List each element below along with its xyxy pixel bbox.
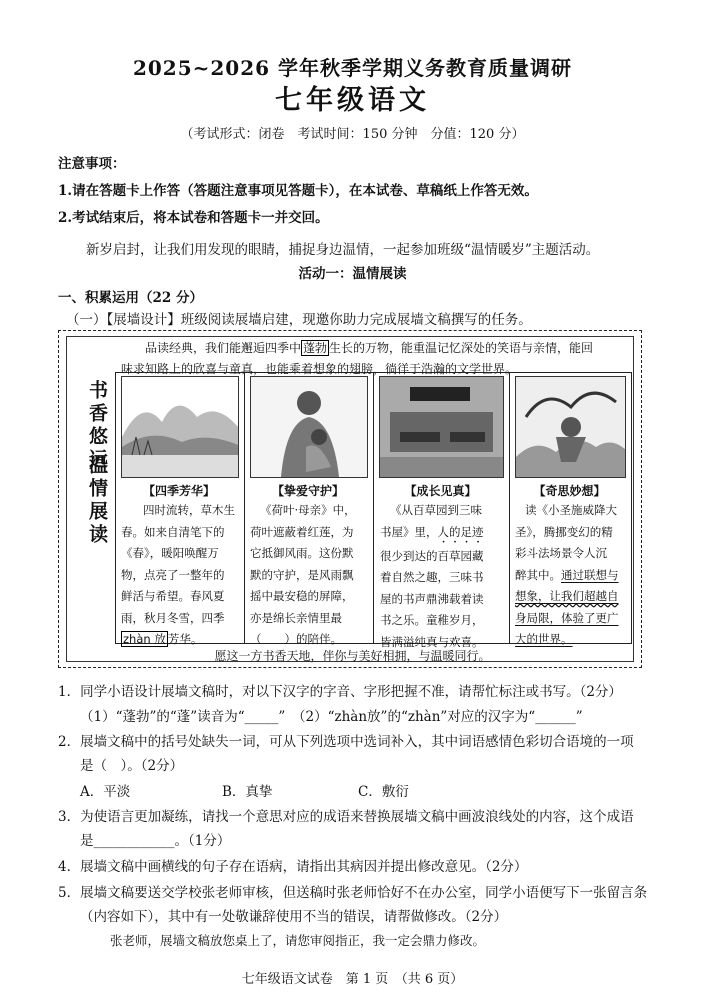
col4-text [515, 500, 630, 651]
col4-line: 彩斗法场景令人沉 [515, 546, 607, 560]
option-a: A．平淡 [80, 784, 131, 800]
col1-line: 《春》，暖阳唤醒万 [121, 546, 219, 560]
question-3-cont: 是____________。（1分） [80, 833, 231, 849]
col2-title: 【挚爱守护】 [271, 484, 344, 498]
col3-dotted-phrase: 人的足迹 [437, 524, 484, 539]
col2-line: 《荷叶·母亲》中， [260, 503, 356, 517]
question-1: 1．同学小语设计展墙文稿时，对以下汉字的字音、字形把握不准，请帮忙标注或书写。（2分） [58, 684, 622, 700]
col4-line: 圣》，腾挪变幻的精 [515, 524, 613, 539]
col1-line: 四时流转，草木生 [143, 503, 235, 517]
monkey-king-image [515, 376, 626, 478]
exam-info: （考试形式：闭卷 考试时间：150 分钟 分值：120 分） [180, 127, 525, 142]
col3-line: 很少到达的百草园藏 [380, 548, 484, 563]
question-1-sub: （1）“蓬勃”的“蓬”读音为“_____” （2）“zhàn放”的“zhàn”对应的汉字为“______” [80, 709, 583, 725]
col2-line: 默的守护，是风雨飘 [250, 567, 354, 582]
col3-line: 着自然之趣，三味书 [380, 570, 484, 584]
col4-line [515, 565, 630, 587]
col4-line-start: 醉其中。 [515, 567, 561, 582]
activity-title: 活动一：温情展读 [298, 266, 407, 282]
task-line: （一）【展墙设计】班级阅读展墙启建，现邀你助力完成展墙文稿撰写的任务。 [66, 312, 532, 328]
question-2-cont: 是（ ）。（2分） [80, 758, 184, 774]
notice-heading: 注意事项： [58, 156, 126, 172]
col4-title: 【奇思妙想】 [533, 484, 606, 498]
col2-line: 它抵御风雨。这份默 [250, 546, 354, 560]
col1-line: 鲜活与希望。春风夏 [121, 589, 225, 603]
subject-title: 七年级语文 [275, 85, 430, 116]
wall-intro-post: 生长的万物，能重温记忆深处的笑语与亲情，能回 [329, 341, 594, 355]
study-room-image [379, 376, 504, 478]
col3-text [380, 500, 508, 653]
col3-line: 屋的书声鼎沸载着读 [380, 591, 484, 606]
col3-line-start: 书屋》里， [380, 524, 438, 539]
wall-intro-line-2: 味求知路上的欣喜与童真，也能乘着想象的翅膀，徜徉于浩瀚的文学世界。 [121, 362, 518, 376]
option-c: C．敷衍 [358, 784, 409, 800]
col1-line: 雨，秋月冬雪，四季 [121, 610, 225, 625]
col3-line: 皆满溢纯真与欢喜。 [380, 634, 484, 649]
col3-line: 《从百草园到三味 [390, 503, 482, 517]
wall-intro-line-1 [145, 338, 593, 360]
col2-text [250, 500, 370, 651]
col3-line [380, 522, 508, 546]
col1-line-end: 芳华。 [167, 632, 203, 646]
wall-intro-boxed-word: 蓬勃 [303, 341, 328, 355]
col4-line: 身局限，体验了更广 [515, 610, 619, 625]
col4-wavy-phrase: 想象，让我们超越自 [515, 589, 619, 603]
question-5-cont: （内容如下），其中有一处敬谦辞使用不当的错误，请帮做修改。（2分） [80, 909, 508, 925]
col1-line: 物，点亮了一整年的 [121, 567, 225, 582]
side-title-top: 书香悠远 [86, 380, 108, 472]
col2-line: 摇中最安稳的屏障， [250, 589, 354, 603]
exam-header-title: 2025~2026 学年秋季学期义务教育质量调研 [132, 56, 573, 80]
col3-title: 【成长见真】 [404, 484, 477, 498]
wall-footer: 愿这一方书香天地，伴你与美好相拥，与温暖同行。 [214, 649, 491, 663]
col4-line: 读《小圣施威降大 [525, 503, 617, 517]
page-footer: 七年级语文试卷 第 1 页 （共 6 页） [241, 972, 464, 987]
message-note: 张老师，展墙文稿放您桌上了，请您审阅指正，我一定会鼎力修改。 [110, 933, 486, 948]
notice-item-2: 2.考试结束后，将本试卷和答题卡一并交回。 [58, 210, 329, 226]
question-2: 2．展墙文稿中的括号处缺失一词，可从下列选项中选词补入，其中词语感情色彩切合语境的一项 [58, 734, 634, 750]
mother-child-image [250, 376, 368, 478]
col2-line: （ ）的陪伴。 [250, 632, 342, 646]
col4-underlined-phrase: 通过联想与 [561, 567, 619, 582]
col3-line: 书之乐。童稚岁月， [380, 613, 484, 627]
col1-line: 春。如来自清笔下的 [121, 524, 225, 539]
question-4: 4．展墙文稿中画横线的句子存在语病，请指出其病因并提出修改意见。（2分） [58, 859, 528, 875]
col1-title: 【四季芳华】 [142, 484, 215, 498]
col4-line: 大的世界。 [515, 632, 573, 646]
wall-intro-pre: 品读经典，我们能邂逅四季中 [145, 341, 302, 355]
col4-line [515, 586, 630, 608]
section-title: 一、积累运用（22 分） [58, 290, 203, 306]
col2-line: 亦是绵长亲情里最 [250, 610, 342, 625]
col1-pinyin-box: zhàn 放 [123, 632, 166, 646]
option-b: B．真挚 [222, 784, 273, 800]
side-title-bottom: 温情展读 [86, 455, 108, 547]
question-3: 3．为使语言更加凝练，请找一个意思对应的成语来替换展墙文稿中画波浪线处的内容，这个成语 [58, 809, 634, 825]
notice-item-1: 1.请在答题卡上作答（答题注意事项见答题卡），在本试卷、草稿纸上作答无效。 [58, 183, 538, 199]
landscape-painting-image [121, 376, 239, 478]
question-5: 5．展墙文稿要送交学校张老师审核，但送稿时张老师恰好不在办公室，同学小语便写下一张留言条 [58, 885, 648, 901]
col1-text [121, 500, 241, 651]
col2-line: 荷叶遮蔽着红莲，为 [250, 524, 354, 539]
intro-paragraph: 新岁启封，让我们用发现的眼睛，捕捉身边温情，一起参加班级“温情暖岁”主题活动。 [86, 242, 600, 258]
